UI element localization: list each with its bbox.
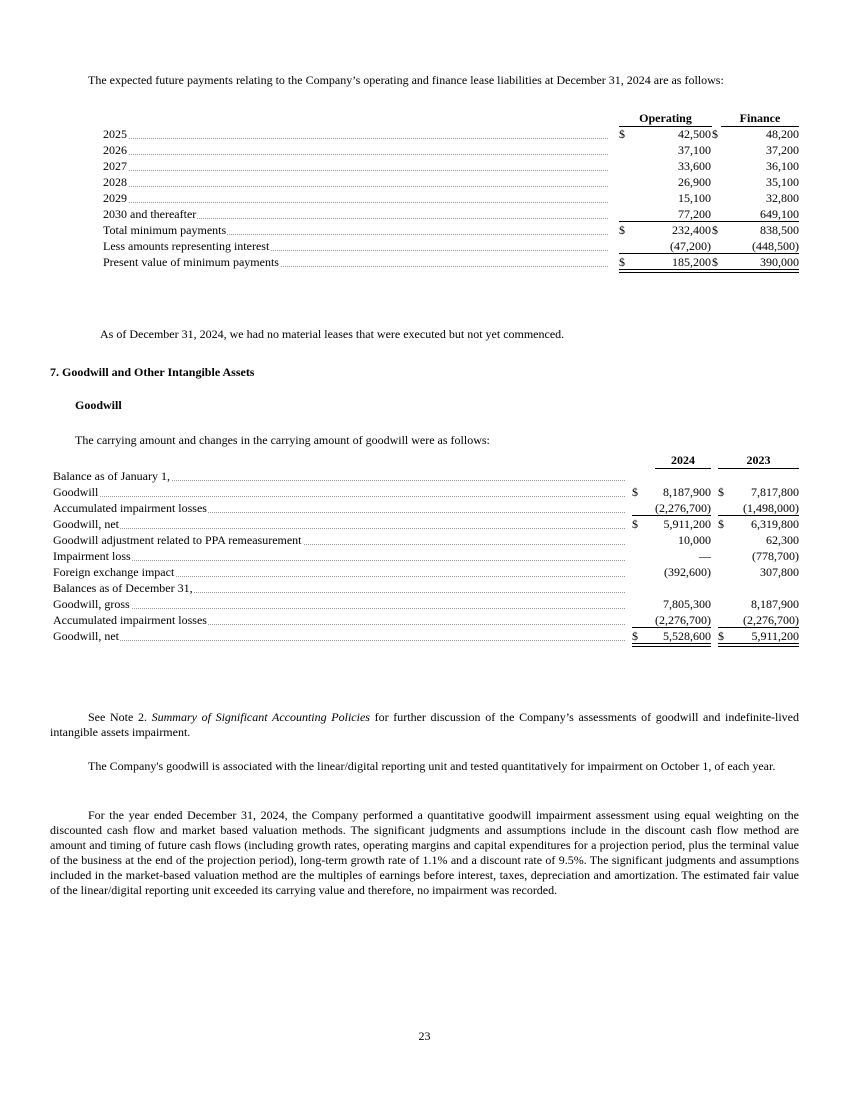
double-underline bbox=[632, 646, 711, 647]
page-number: 23 bbox=[418, 1029, 431, 1043]
row-label: Goodwill adjustment related to PPA remeasurement bbox=[53, 533, 302, 547]
lease-note-text: As of December 31, 2024, we had no material leases that were executed but not yet commenced. bbox=[100, 327, 565, 341]
operating-value: (47,200) bbox=[670, 239, 711, 253]
operating-value: 37,100 bbox=[678, 143, 711, 157]
row-label: Less amounts representing interest bbox=[103, 239, 270, 253]
lease-table-row bbox=[103, 159, 799, 175]
dot-leader bbox=[103, 154, 608, 155]
row-label: 2026 bbox=[103, 143, 127, 157]
goodwill-table-row bbox=[53, 613, 799, 629]
lease-table-body bbox=[103, 127, 799, 271]
goodwill-table-row bbox=[53, 469, 799, 485]
goodwill-table-header bbox=[53, 453, 799, 469]
dot-leader bbox=[53, 560, 625, 561]
currency-symbol: $ bbox=[619, 255, 625, 269]
goodwill-table-row bbox=[53, 501, 799, 517]
goodwill-subheading: Goodwill bbox=[75, 398, 122, 412]
col-header-operating: Operating bbox=[619, 111, 712, 127]
row-label: Accumulated impairment losses bbox=[53, 501, 207, 515]
row-label: Goodwill, net bbox=[53, 629, 119, 643]
value-2024: (2,276,700) bbox=[655, 613, 711, 627]
col-header-2024: 2024 bbox=[655, 453, 711, 469]
row-label: Goodwill, net bbox=[53, 517, 119, 531]
currency-symbol: $ bbox=[718, 629, 724, 643]
currency-symbol: $ bbox=[718, 517, 724, 531]
finance-value: 36,100 bbox=[766, 159, 799, 173]
row-label: Present value of minimum payments bbox=[103, 255, 279, 269]
value-2024: — bbox=[699, 549, 711, 563]
currency-symbol: $ bbox=[619, 223, 625, 237]
finance-value: 649,100 bbox=[760, 207, 799, 221]
value-2024: 8,187,900 bbox=[663, 485, 711, 499]
note2-paragraph bbox=[50, 710, 799, 740]
goodwill-table-row bbox=[53, 533, 799, 549]
subtotal-underline bbox=[718, 627, 799, 628]
value-2023: (778,700) bbox=[752, 549, 799, 563]
note2-italic-link: Summary of Significant Accounting Policies bbox=[151, 710, 370, 724]
row-label: 2027 bbox=[103, 159, 127, 173]
double-underline bbox=[712, 269, 799, 270]
currency-symbol: $ bbox=[632, 517, 638, 531]
currency-symbol: $ bbox=[632, 629, 638, 643]
goodwill-intro-paragraph bbox=[50, 433, 799, 448]
lease-table-row bbox=[103, 255, 799, 271]
finance-value: 838,500 bbox=[760, 223, 799, 237]
dot-leader bbox=[53, 608, 625, 609]
assessment-text: For the year ended December 31, 2024, the Company performed a quantitative goodwill impairment assessment using equal weighting on the discounted cash flow and market based valuation methods. The significant judgments and assumptions include in the discount cash flow method are amount and timing of future cash flows (including growth rates, operating margins and capital expenditures for a projection period, plus the terminal value of the business at the end of the projection period), long-term growth rate of 1.1% and a discount rate of 9.5%. The significant judgments and assumptions included in the market-based valuation method are the multiples of earnings before interest, taxes, depreciation and amortization. The estimated fair value of the linear/digital reporting unit exceeded its carrying value and therefore, no impairment was recorded. bbox=[50, 808, 799, 897]
lease-table-header bbox=[103, 111, 799, 127]
goodwill-table-row bbox=[53, 485, 799, 501]
total-underline bbox=[619, 221, 712, 222]
value-2023: 7,817,800 bbox=[751, 485, 799, 499]
currency-symbol: $ bbox=[619, 127, 625, 141]
value-2023: 6,319,800 bbox=[751, 517, 799, 531]
value-2024: 7,805,300 bbox=[663, 597, 711, 611]
row-label: 2028 bbox=[103, 175, 127, 189]
row-label: Accumulated impairment losses bbox=[53, 613, 207, 627]
dot-leader bbox=[103, 138, 608, 139]
value-2024: 10,000 bbox=[678, 533, 711, 547]
currency-symbol: $ bbox=[712, 255, 718, 269]
row-label: Foreign exchange impact bbox=[53, 565, 175, 579]
double-underline bbox=[712, 272, 799, 273]
finance-value: 37,200 bbox=[766, 143, 799, 157]
note2-suffix: for further discussion of the Company’s assessments of goodwill and indefinite-lived intangible assets impairment. bbox=[50, 710, 800, 739]
value-2024: (392,600) bbox=[664, 565, 711, 579]
goodwill-table-body bbox=[53, 469, 799, 645]
lease-intro-text: The expected future payments relating to the Company’s operating and finance lease liabilities at December 31, 2024 are as follows: bbox=[88, 73, 724, 87]
finance-value: (448,500) bbox=[752, 239, 799, 253]
row-label: Goodwill, gross bbox=[53, 597, 130, 611]
reporting-unit-text: The Company's goodwill is associated with the linear/digital reporting unit and tested quantitatively for impairment on October 1, of each year. bbox=[88, 759, 776, 773]
value-2023: (1,498,000) bbox=[743, 501, 799, 515]
operating-value: 26,900 bbox=[678, 175, 711, 189]
row-label: Balances as of December 31, bbox=[53, 581, 193, 595]
lease-table-row bbox=[103, 239, 799, 255]
lease-table-row bbox=[103, 143, 799, 159]
double-underline bbox=[619, 272, 712, 273]
operating-value: 15,100 bbox=[678, 191, 711, 205]
goodwill-table-row bbox=[53, 565, 799, 581]
value-2024: 5,911,200 bbox=[663, 517, 711, 531]
operating-value: 33,600 bbox=[678, 159, 711, 173]
assessment-paragraph bbox=[50, 808, 799, 898]
currency-symbol: $ bbox=[632, 485, 638, 499]
row-label: Goodwill bbox=[53, 485, 99, 499]
dot-leader bbox=[103, 202, 608, 203]
row-label: Total minimum payments bbox=[103, 223, 227, 237]
operating-value: 232,400 bbox=[672, 223, 711, 237]
total-underline bbox=[712, 253, 799, 254]
double-underline bbox=[718, 646, 799, 647]
reporting-unit-paragraph bbox=[50, 759, 799, 774]
subtotal-underline bbox=[718, 515, 799, 516]
lease-note-paragraph bbox=[50, 327, 799, 342]
row-label: 2030 and thereafter bbox=[103, 207, 197, 221]
value-2023: 307,800 bbox=[760, 565, 799, 579]
currency-symbol: $ bbox=[712, 223, 718, 237]
finance-value: 35,100 bbox=[766, 175, 799, 189]
row-label: 2025 bbox=[103, 127, 127, 141]
total-underline bbox=[712, 221, 799, 222]
goodwill-table-row bbox=[53, 581, 799, 597]
lease-table-row bbox=[103, 175, 799, 191]
row-label: 2029 bbox=[103, 191, 127, 205]
currency-symbol: $ bbox=[712, 127, 718, 141]
value-2023: 62,300 bbox=[766, 533, 799, 547]
dot-leader bbox=[103, 186, 608, 187]
dot-leader bbox=[53, 528, 625, 529]
dot-leader bbox=[53, 496, 625, 497]
row-label: Balance as of January 1, bbox=[53, 469, 170, 483]
double-underline bbox=[632, 643, 711, 644]
row-label: Impairment loss bbox=[53, 549, 131, 563]
lease-table-row bbox=[103, 191, 799, 207]
value-2024: (2,276,700) bbox=[655, 501, 711, 515]
lease-table-row bbox=[103, 127, 799, 143]
lease-intro-paragraph bbox=[50, 73, 799, 88]
total-underline bbox=[619, 253, 712, 254]
goodwill-table-row bbox=[53, 629, 799, 645]
note2-prefix: See Note 2. bbox=[88, 710, 152, 724]
subtotal-underline bbox=[632, 515, 711, 516]
goodwill-table-row bbox=[53, 597, 799, 613]
lease-table-row bbox=[103, 223, 799, 239]
finance-value: 32,800 bbox=[766, 191, 799, 205]
goodwill-table-row bbox=[53, 549, 799, 565]
section-heading: 7. Goodwill and Other Intangible Assets bbox=[50, 365, 255, 379]
operating-value: 77,200 bbox=[678, 207, 711, 221]
currency-symbol: $ bbox=[718, 485, 724, 499]
goodwill-table-row bbox=[53, 517, 799, 533]
col-header-2023: 2023 bbox=[718, 453, 799, 469]
double-underline bbox=[718, 643, 799, 644]
goodwill-intro-text: The carrying amount and changes in the carrying amount of goodwill were as follows: bbox=[75, 433, 490, 447]
double-underline bbox=[619, 269, 712, 270]
operating-value: 185,200 bbox=[672, 255, 711, 269]
dot-leader bbox=[53, 640, 625, 641]
finance-value: 48,200 bbox=[766, 127, 799, 141]
value-2024: 5,528,600 bbox=[663, 629, 711, 643]
subtotal-underline bbox=[632, 627, 711, 628]
lease-table-row bbox=[103, 207, 799, 223]
value-2023: (2,276,700) bbox=[743, 613, 799, 627]
goodwill-table bbox=[53, 453, 799, 645]
finance-value: 390,000 bbox=[760, 255, 799, 269]
col-header-finance: Finance bbox=[721, 111, 799, 127]
value-2023: 8,187,900 bbox=[751, 597, 799, 611]
lease-payments-table bbox=[103, 111, 799, 271]
value-2023: 5,911,200 bbox=[751, 629, 799, 643]
dot-leader bbox=[103, 170, 608, 171]
operating-value: 42,500 bbox=[678, 127, 711, 141]
